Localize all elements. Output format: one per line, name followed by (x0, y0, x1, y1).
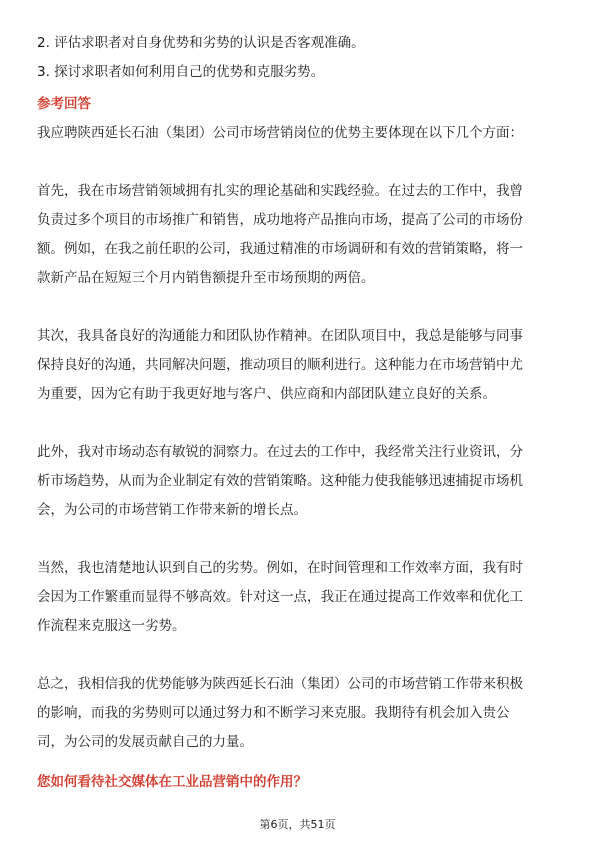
paragraph-1-line-2: 负责过多个项目的市场推广和销售，成功地将产品推向市场，提高了公司的市场份 (37, 212, 523, 228)
paragraph-3-line-2: 析市场趋势，从而为企业制定有效的营销策略。这种能力使我能够迅速捕捉市场机 (37, 473, 523, 489)
paragraph-1-line-4: 款新产品在短短三个月内销售额提升至市场预期的两倍。 (37, 270, 375, 286)
paragraph-5-line-3: 司，为公司的发展贡献自己的力量。 (37, 734, 253, 750)
question-item-3: 3. 探讨求职者如何利用自己的优势和克服劣势。 (37, 64, 325, 80)
next-question-heading: 您如何看待社交媒体在工业品营销中的作用？ (37, 774, 307, 790)
paragraph-3-line-1: 此外，我对市场动态有敏锐的洞察力。在过去的工作中，我经常关注行业资讯，分 (37, 444, 523, 460)
paragraph-2-line-3: 为重要，因为它有助于我更好地与客户、供应商和内部团队建立良好的关系。 (37, 386, 496, 402)
paragraph-2-line-2: 保持良好的沟通，共同解决问题，推动项目的顺利进行。这种能力在市场营销中尤 (37, 357, 523, 373)
paragraph-4-line-2: 会因为工作繁重而显得不够高效。针对这一点，我正在通过提高工作效率和优化工 (37, 589, 523, 605)
paragraph-1-line-1: 首先，我在市场营销领域拥有扎实的理论基础和实践经验。在过去的工作中，我曾 (37, 183, 523, 199)
paragraph-2-line-1: 其次，我具备良好的沟通能力和团队协作精神。在团队项目中，我总是能够与同事 (37, 328, 523, 344)
paragraph-4-line-1: 当然，我也清楚地认识到自己的劣势。例如，在时间管理和工作效率方面，我有时 (37, 560, 523, 576)
answer-heading: 参考回答 (37, 96, 91, 112)
paragraph-4-line-3: 作流程来克服这一劣势。 (37, 618, 186, 634)
intro-paragraph: 我应聘陕西延长石油（集团）公司市场营销岗位的优势主要体现在以下几个方面： (37, 125, 523, 141)
paragraph-5-line-2: 的影响，而我的劣势则可以通过努力和不断学习来克服。我期待有机会加入贵公 (37, 705, 510, 721)
page-footer: 第6页，共51页 (259, 818, 336, 831)
question-item-2: 2. 评估求职者对自身优势和劣势的认识是否客观准确。 (37, 35, 365, 51)
paragraph-5-line-1: 总之，我相信我的优势能够为陕西延长石油（集团）公司的市场营销工作带来积极 (37, 676, 523, 692)
paragraph-3-line-3: 会，为公司的市场营销工作带来新的增长点。 (37, 502, 307, 518)
paragraph-1-line-3: 额。例如，在我之前任职的公司，我通过精准的市场调研和有效的营销策略，将一 (37, 241, 523, 257)
